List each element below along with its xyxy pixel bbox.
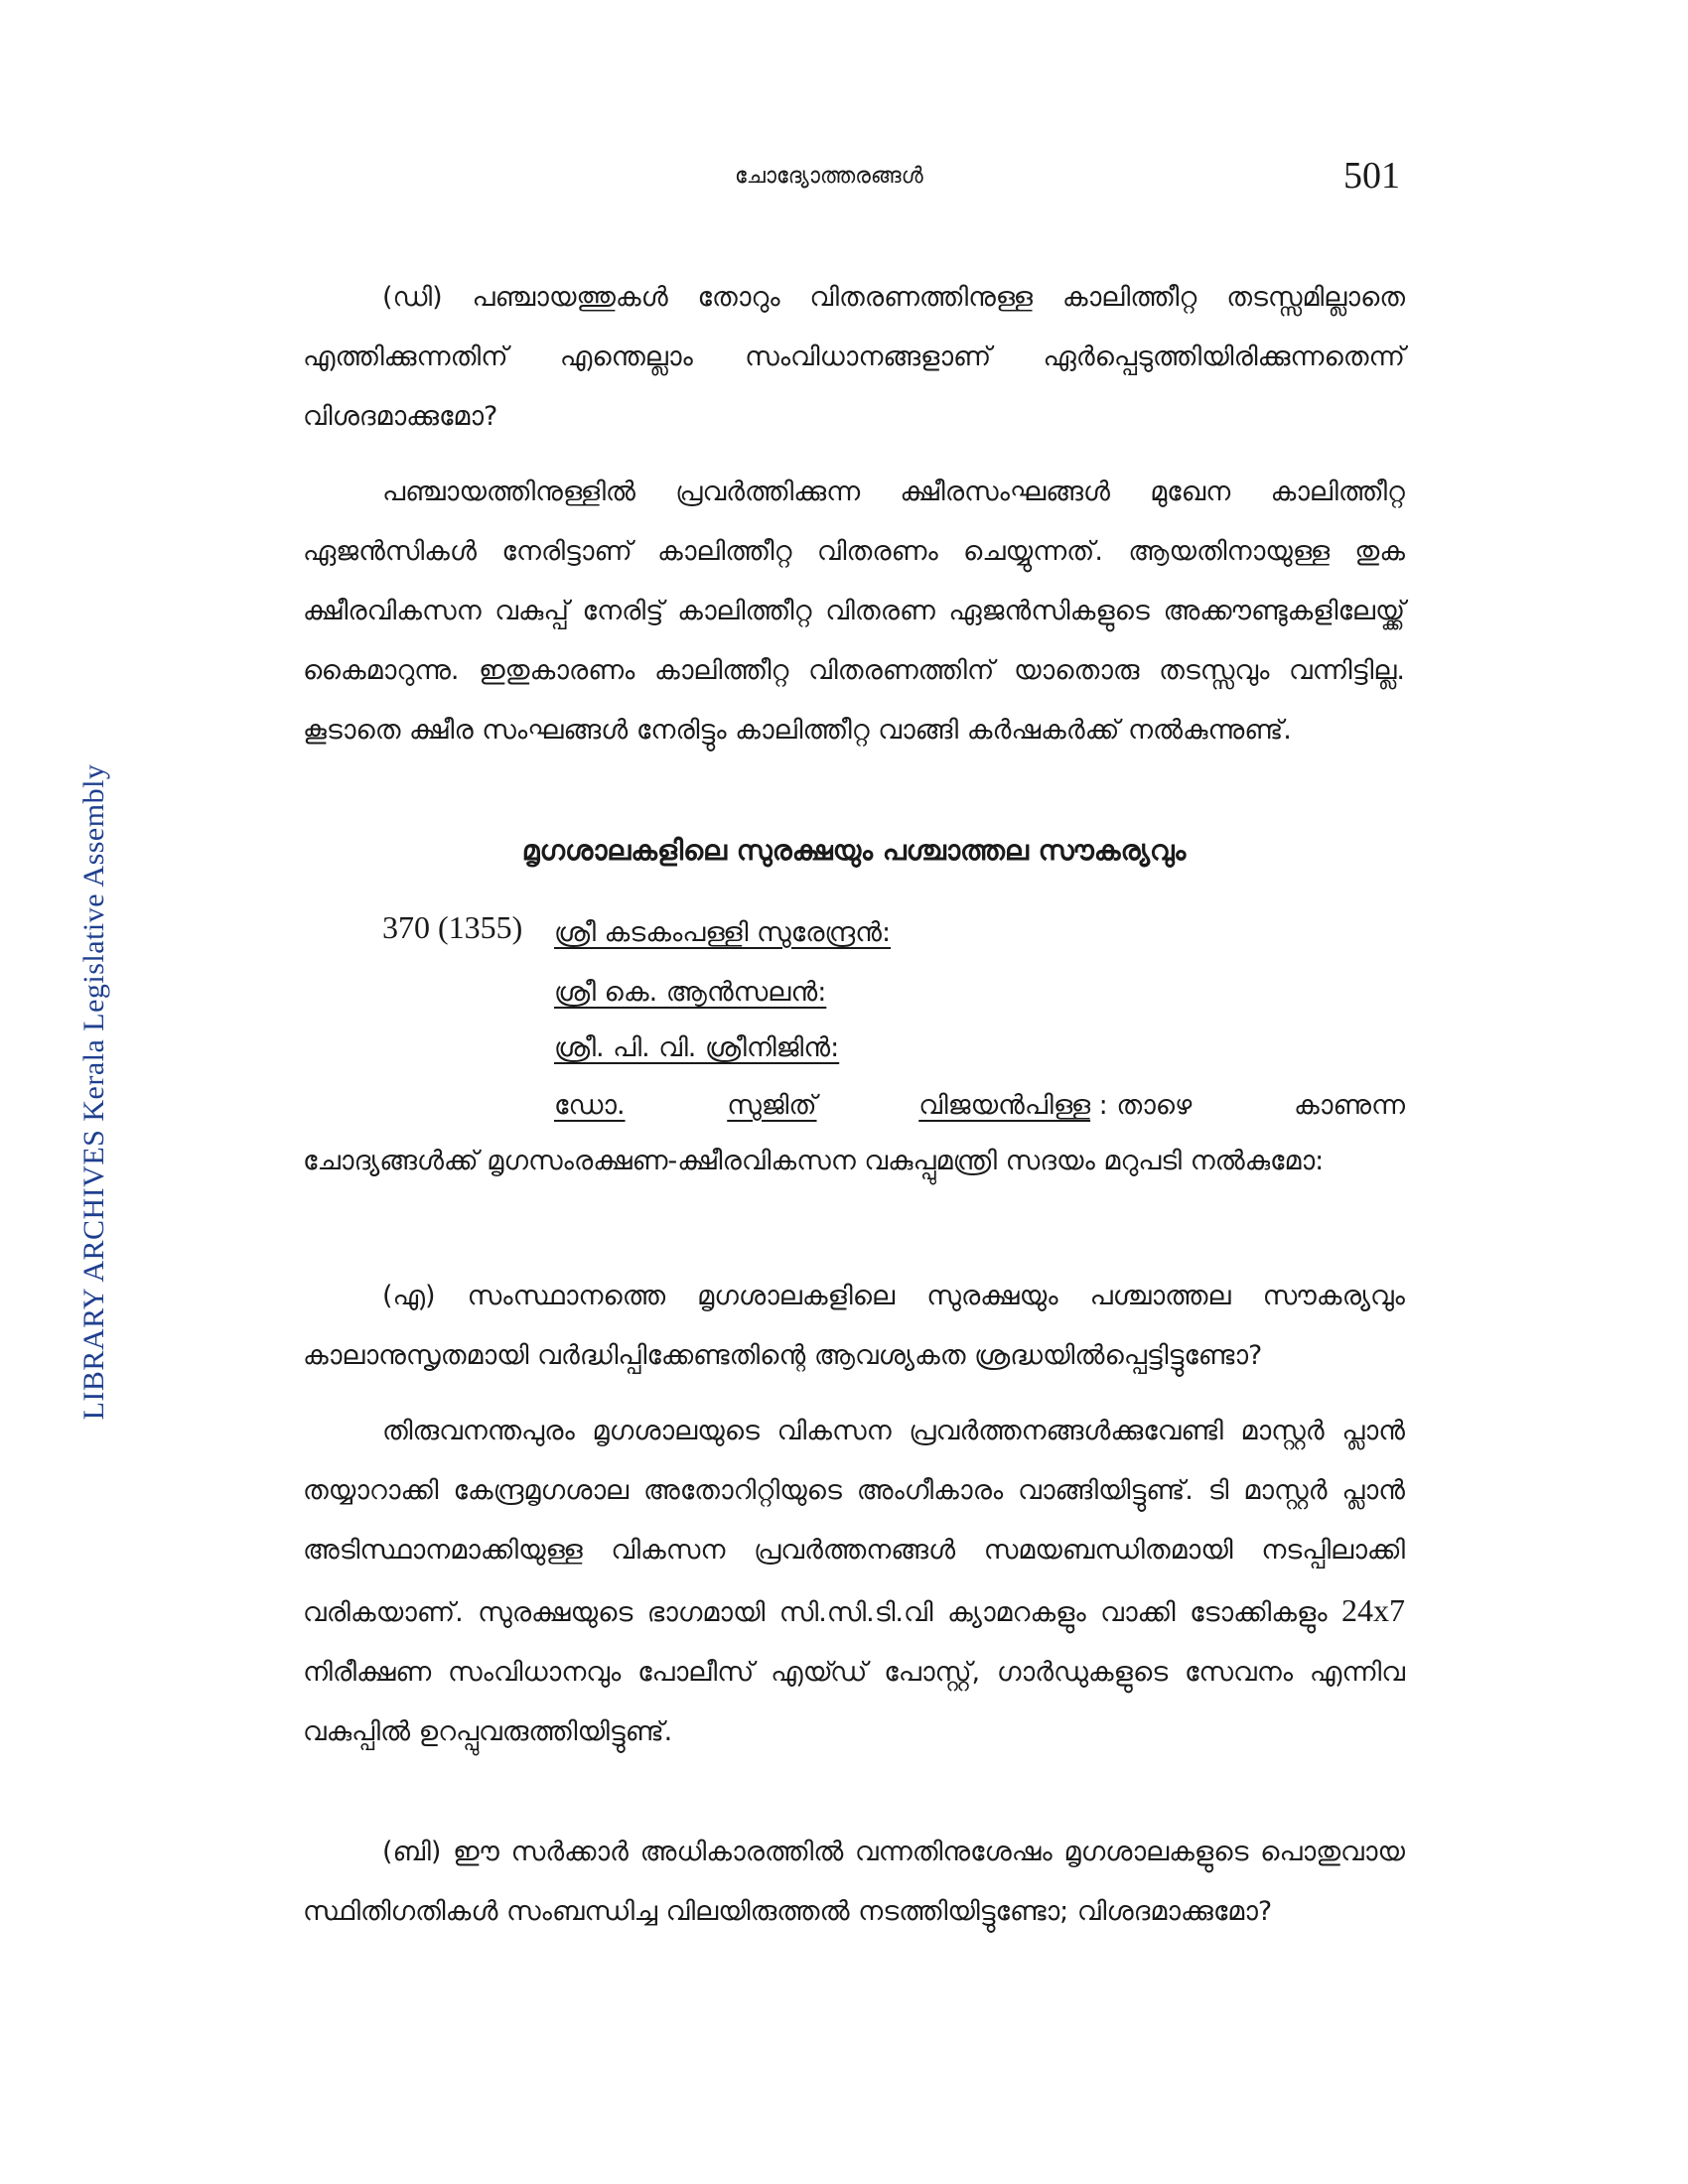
answer-a-paragraph — [303, 1402, 1405, 1762]
member-4-surname-group — [918, 1090, 1192, 1122]
answer-a-text-2: നിരീക്ഷണ സംവിധാനവും പോലീസ് എയ്ഡ് പോസ്റ്റ്, ഗാർഡുകളുടെ സേവനം എന്നിവ വകുപ്പിൽ ഉറപ്പുവരുത്തിയിട്ടുണ്ട്. — [303, 1657, 1405, 1747]
answer-d-paragraph: പഞ്ചായത്തിനുള്ളിൽ പ്രവർത്തിക്കുന്ന ക്ഷീരസംഘങ്ങൾ മുഖേന കാലിത്തീറ്റ ഏജൻസികൾ നേരിട്ടാണ് കാലിത്തീറ്റ വിതരണം ചെയ്യുന്നത്. ആയതിനായുള്ള തുക ക്ഷീരവികസന വകുപ്പ് നേരിട്ട് കാലിത്തീറ്റ വിതരണ ഏജൻസികളുടെ അക്കൗണ്ടുകളിലേയ്ക്ക് കൈമാറുന്നു. ഇതുകാരണം കാലിത്തീറ്റ വിതരണത്തിന് യാതൊരു തടസ്സവും വന്നിട്ടില്ല. കൂടാതെ ക്ഷീര സംഘങ്ങൾ നേരിട്ടും കാലിത്തീറ്റ വാങ്ങി കർഷകർക്ക് നൽകുന്നുണ്ട്. — [303, 477, 1405, 746]
page-header-title: ചോദ്യോത്തരങ്ങൾ — [735, 164, 923, 189]
member-4-tail-word-2: കാണുന്ന — [1294, 1090, 1405, 1121]
question-a-paragraph: (എ) സംസ്ഥാനത്തെ മൃഗശാലകളിലെ സുരക്ഷയും പശ്ചാത്തല സൗകര്യവും കാലാനുസൃതമായി വർദ്ധിപ്പിക്കേണ്ടതിന്റെ ആവശ്യകത ശ്രദ്ധയിൽപ്പെട്ടിട്ടുണ്ടോ? — [303, 1281, 1405, 1371]
member-name-1: ശ്രീ കടകംപള്ളി സുരേന്ദ്രൻ: — [554, 917, 892, 948]
member-4-surname: വിജയൻപിള്ള — [918, 1090, 1091, 1121]
question-number: 370 (1355) — [382, 909, 523, 945]
question-heading: മൃഗശാലകളിലെ സുരക്ഷയും പശ്ചാത്തല സൗകര്യവും — [521, 834, 1187, 867]
answer-a-24x7: 24x7 — [1341, 1592, 1405, 1628]
answer-a-text-1: തിരുവനന്തപുരം മൃഗശാലയുടെ വികസന പ്രവർത്തനങ്ങൾക്കുവേണ്ടി മാസ്റ്റർ പ്ലാൻ തയ്യാറാക്കി കേന്ദ്രമൃഗശാല അതോറിറ്റിയുടെ അംഗീകാരം വാങ്ങിയിട്ടുണ്ട്. ടി മാസ്റ്റർ പ്ലാൻ അടിസ്ഥാനമാക്കിയുള്ള വികസന പ്രവർത്തനങ്ങൾ സമയബന്ധിതമായി നടപ്പിലാക്കി വരികയാണ്. സുരക്ഷയുടെ ഭാഗമായി സി.സി.ടി.വി ക്യാമറകളും വാക്കി ടോക്കികളും — [303, 1416, 1405, 1628]
question-d-paragraph: (ഡി) പഞ്ചായത്തുകൾ തോറും വിതരണത്തിനുള്ള കാലിത്തീറ്റ തടസ്സമില്ലാതെ എത്തിക്കുന്നതിന് എന്തെല്ലാം സംവിധാനങ്ങളാണ് ഏർപ്പെടുത്തിയിരിക്കുന്നതെന്ന് വിശദമാക്കുമോ? — [303, 282, 1405, 432]
page-number: 501 — [1343, 155, 1400, 197]
member-4-tail-word: താഴെ — [1116, 1090, 1193, 1121]
member-4-name: സുജിത് — [727, 1090, 817, 1121]
archive-watermark: LIBRARY ARCHIVES Kerala Legislative Assembly — [77, 763, 110, 1421]
member-4-colon: : — [1090, 1090, 1108, 1121]
member-name-2: ശ്രീ കെ. ആൻസലൻ: — [554, 977, 827, 1008]
member-name-3: ശ്രീ. പി. വി. ശ്രീനിജിൻ: — [554, 1032, 840, 1063]
question-intro-paragraph: ചോദ്യങ്ങൾക്ക് മൃഗസംരക്ഷണ-ക്ഷീരവികസന വകുപ്പുമന്ത്രി സദയം മറുപടി നൽകുമോ: — [303, 1146, 1325, 1176]
question-b-paragraph: (ബി) ഈ സർക്കാർ അധികാരത്തിൽ വന്നതിനുശേഷം മൃഗശാലകളുടെ പൊതുവായ സ്ഥിതിഗതികൾ സംബന്ധിച്ച വിലയിരുത്തൽ നടത്തിയിട്ടുണ്ടോ; വിശദമാക്കുമോ? — [303, 1837, 1405, 1927]
member-4-title: ഡോ. — [554, 1090, 626, 1121]
member-name-4-line — [554, 1090, 1405, 1122]
